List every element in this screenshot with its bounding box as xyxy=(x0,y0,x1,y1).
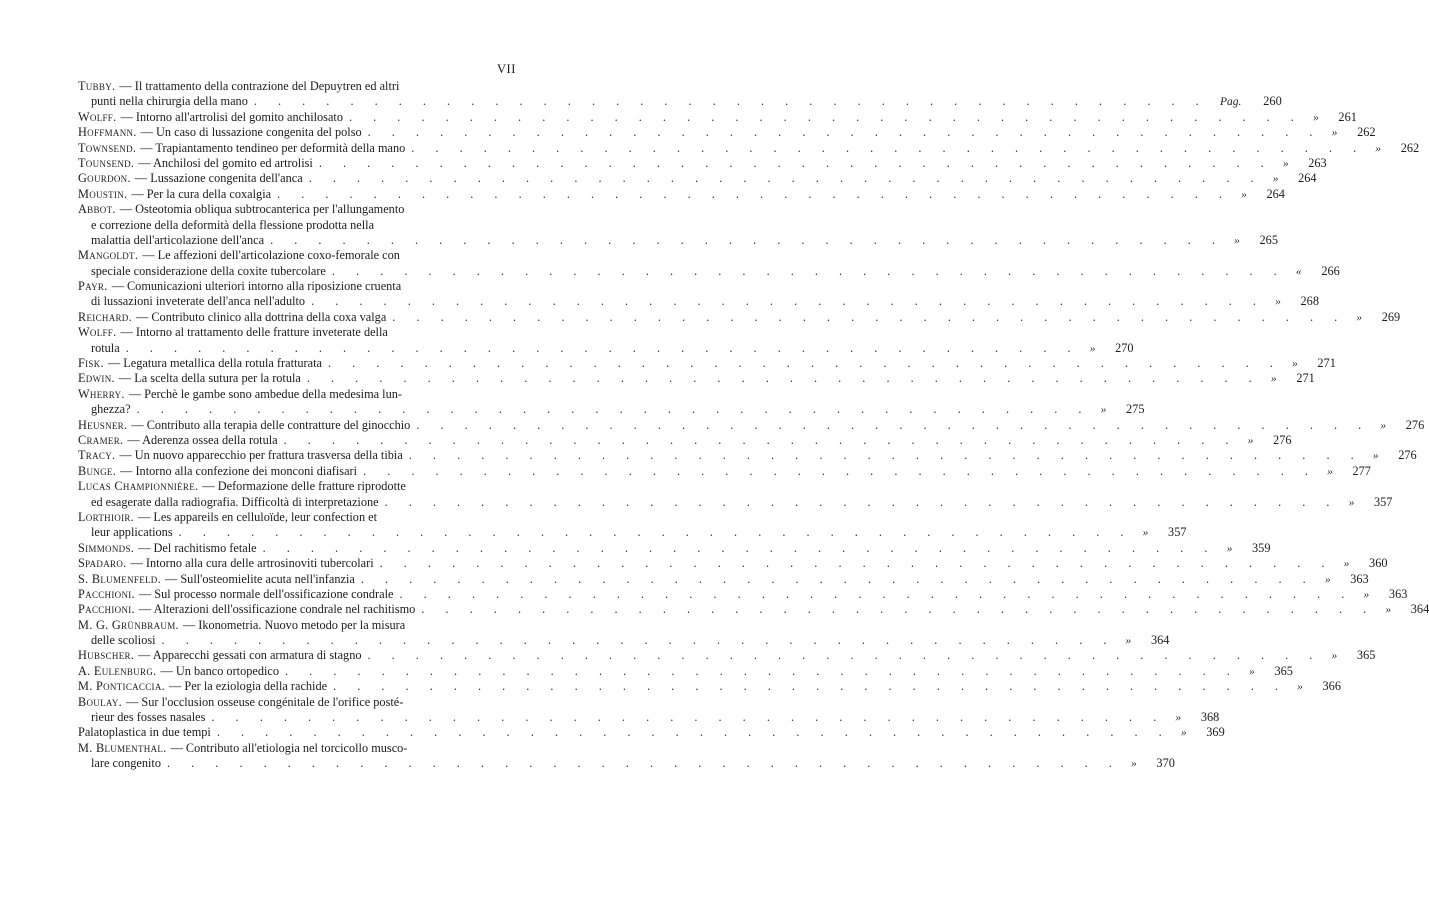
page-marker: » xyxy=(1131,758,1137,771)
leader-dots xyxy=(326,264,1286,279)
toc-entry xyxy=(78,617,1170,649)
toc-entry xyxy=(78,463,1371,479)
page-marker: » xyxy=(1375,142,1382,155)
toc-line xyxy=(78,387,512,402)
toc-entry xyxy=(78,125,1376,140)
entry-author: M. Ponticaccia. xyxy=(78,679,165,694)
entry-page-number: 360 xyxy=(1369,556,1388,571)
entry-page-number: 270 xyxy=(1115,340,1134,355)
entry-title-line: — Ikonometria. Nuovo metodo per la misura xyxy=(182,617,406,632)
toc-line xyxy=(78,741,512,756)
entry-title-line: — Per la cura della coxalgia xyxy=(131,186,272,201)
entry-title-line: rieur des fosses nasales xyxy=(91,710,206,725)
entry-title-line: — Il trattamento della contrazione del Depuytren ed altri xyxy=(119,79,400,93)
page-marker: » xyxy=(1327,465,1333,478)
toc-entry xyxy=(78,602,1429,617)
toc-line xyxy=(78,218,512,233)
toc-line xyxy=(78,618,512,633)
entry-page-number: 277 xyxy=(1352,463,1371,478)
leader-dots xyxy=(379,495,1339,510)
entry-author: M. Blumenthal. xyxy=(78,740,167,755)
toc-line xyxy=(78,79,512,94)
entry-title-line: punti nella chirurgia della mano xyxy=(91,94,248,109)
toc-line xyxy=(78,186,1285,202)
page-marker: » xyxy=(1142,527,1149,540)
entry-title-line: — Aderenza ossea della rotula xyxy=(127,432,278,447)
page-marker: » xyxy=(1291,358,1298,371)
toc-line xyxy=(78,202,512,217)
entry-title-line: — Apparecchi gessati con armatura di stagno xyxy=(138,648,362,663)
page-marker: » xyxy=(1324,573,1331,586)
entry-title-line: — Per la eziologia della rachide xyxy=(169,679,328,694)
entry-page-number: 264 xyxy=(1298,171,1317,186)
toc-line xyxy=(78,248,512,263)
entry-title-line: e correzione della deformità della flessione prodotta nella xyxy=(91,217,375,232)
toc-line xyxy=(78,279,512,294)
page-marker: » xyxy=(1272,173,1279,186)
toc-entry xyxy=(78,279,1319,310)
toc-line xyxy=(78,109,1357,125)
page-marker: » xyxy=(1180,727,1187,740)
entry-page-number: 363 xyxy=(1350,571,1369,586)
entry-author: Townsend. xyxy=(78,140,137,155)
entry-title-line: lare congenito xyxy=(91,756,161,771)
toc-line xyxy=(78,494,1393,510)
entry-title-line: ed esagerate dalla radiografia. Difficoltà di interpretazione xyxy=(91,494,379,509)
entry-title-line: rotula xyxy=(91,340,120,355)
entry-author: A. Eulenburg. xyxy=(78,663,157,678)
leader-dots xyxy=(279,664,1239,679)
page-marker: » xyxy=(1380,419,1387,432)
entry-author: S. Blumenfeld. xyxy=(78,571,161,586)
entry-title-line: — La scelta della sutura per la rotula xyxy=(118,371,301,386)
leader-dots xyxy=(327,679,1287,694)
entry-page-number: 269 xyxy=(1381,309,1401,324)
leader-dots xyxy=(156,633,1116,648)
toc-entry xyxy=(78,171,1317,186)
entry-page-number: 276 xyxy=(1398,448,1417,463)
leader-dots xyxy=(120,341,1080,356)
entry-author: Boulay. xyxy=(78,694,123,709)
page-marker: » xyxy=(1331,650,1338,663)
leader-dots xyxy=(313,156,1273,171)
entry-title-line: malattia dell'articolazione dell'anca xyxy=(91,232,265,247)
entry-page-number: 271 xyxy=(1317,356,1336,371)
entry-page-number: 266 xyxy=(1321,263,1340,278)
toc-entry xyxy=(78,417,1425,433)
entry-page-number: 276 xyxy=(1273,432,1292,447)
toc-entry xyxy=(78,371,1315,386)
page-marker: » xyxy=(1282,157,1289,170)
page-marker: » xyxy=(1234,234,1240,247)
toc-line xyxy=(78,756,1175,771)
leader-dots xyxy=(362,648,1322,663)
entry-author: Hoffmann. xyxy=(78,125,137,140)
entry-page-number: 369 xyxy=(1206,725,1225,740)
entry-page-number: 364 xyxy=(1410,602,1429,617)
leader-dots xyxy=(362,125,1322,140)
leader-dots xyxy=(257,541,1217,556)
table-of-contents xyxy=(78,79,1429,772)
leader-dots xyxy=(211,725,1171,740)
entry-title-line: — Contributo alla terapia delle contratture del ginocchio xyxy=(131,417,411,432)
entry-author: Payr. xyxy=(78,279,108,294)
entry-page-number: 276 xyxy=(1405,417,1425,432)
entry-title-line: — Lussazione congenita dell'anca xyxy=(134,171,303,186)
toc-line xyxy=(78,525,1187,540)
leader-dots xyxy=(271,187,1231,202)
leader-dots xyxy=(374,556,1334,571)
toc-line xyxy=(78,679,1341,694)
toc-entry xyxy=(78,202,1278,248)
page-marker: » xyxy=(1247,434,1254,447)
entry-author: Abbot. xyxy=(78,202,116,217)
leader-dots xyxy=(278,433,1238,448)
toc-line xyxy=(78,356,1336,371)
entry-author: Spadaro. xyxy=(78,556,127,571)
leader-dots xyxy=(386,310,1346,325)
entry-title-line: — Osteotomia obliqua subtrocanterica per l'allungamento xyxy=(119,202,405,217)
entry-author: Hubscher. xyxy=(78,648,135,663)
entry-page-number: 364 xyxy=(1150,633,1170,648)
entry-page-number: 363 xyxy=(1388,586,1408,601)
leader-dots xyxy=(403,448,1363,463)
toc-entry xyxy=(78,432,1292,448)
toc-entry xyxy=(78,109,1357,125)
entry-page-number: 368 xyxy=(1200,710,1220,725)
entry-title-line: — Le affezioni dell'articolazione coxo-femorale con xyxy=(142,248,400,263)
toc-entry xyxy=(78,155,1327,171)
entry-author: Heusner. xyxy=(78,417,128,432)
toc-line xyxy=(78,540,1271,556)
entry-title-line: — Contributo clinico alla dottrina della coxa valga xyxy=(135,309,387,324)
entry-title-line: Palatoplastica in due tempi xyxy=(78,725,211,740)
entry-title-line: — Intorno all'artrolisi del gomito anchilosato xyxy=(120,109,343,124)
entry-title-line: — Legatura metallica della rotula fratturata xyxy=(107,356,322,371)
entry-title-line: ghezza? xyxy=(91,402,131,417)
entry-page-number: 275 xyxy=(1126,402,1145,417)
entry-title-line: — Sull'osteomielite acuta nell'infanzia xyxy=(164,571,355,586)
leader-dots xyxy=(264,233,1224,248)
toc-entry xyxy=(78,140,1420,156)
entry-author: Edwin. xyxy=(78,371,115,386)
toc-line xyxy=(78,417,1425,433)
page-marker: » xyxy=(1100,404,1107,417)
toc-line xyxy=(78,633,1170,648)
leader-dots xyxy=(248,94,1208,109)
toc-line xyxy=(78,432,1292,448)
leader-dots xyxy=(415,602,1375,617)
leader-dots xyxy=(131,402,1091,417)
leader-dots xyxy=(303,171,1263,186)
toc-line xyxy=(78,556,1388,571)
toc-entry xyxy=(78,571,1369,587)
entry-page-number: 263 xyxy=(1308,155,1327,170)
entry-title-line: — Les appareils en celluloïde, leur confection et xyxy=(138,509,378,524)
page-marker: » xyxy=(1343,558,1350,571)
page-marker: » xyxy=(1348,496,1355,509)
toc-entry xyxy=(78,540,1271,556)
entry-title-line: — Intorno al trattamento delle fratture inveterate della xyxy=(120,325,388,340)
entry-title-line: — Intorno alla cura delle artrosinoviti tubercolari xyxy=(130,556,374,571)
entry-title-line: — Sul processo normale dell'ossificazione condrale xyxy=(138,586,394,601)
page-marker: » xyxy=(1363,588,1370,601)
entry-page-number: 260 xyxy=(1263,94,1282,109)
toc-entry xyxy=(78,448,1417,463)
toc-line xyxy=(78,125,1376,140)
toc-entry xyxy=(78,725,1225,740)
toc-line xyxy=(78,94,1282,109)
page-marker: » xyxy=(1241,188,1247,201)
entry-author: Mangoldt. xyxy=(78,248,139,263)
page-marker: « xyxy=(1295,265,1302,278)
toc-line xyxy=(78,263,1340,279)
entry-page-number: 268 xyxy=(1300,294,1319,309)
entry-author: Lucas Championnière. xyxy=(78,479,199,494)
entry-title-line: delle scoliosi xyxy=(91,633,156,648)
entry-page-number: 365 xyxy=(1274,663,1293,678)
entry-title-line: — Intorno alla confezione dei monconi diafisari xyxy=(120,463,358,478)
leader-dots xyxy=(343,110,1303,125)
entry-page-number: 357 xyxy=(1168,525,1187,540)
page-marker: » xyxy=(1331,127,1338,140)
entry-title-line: — Perchè le gambe sono ambedue della medesima lun- xyxy=(128,386,402,401)
entry-author: Reichard. xyxy=(78,309,132,324)
entry-author: Tounsend. xyxy=(78,155,135,170)
leader-dots xyxy=(205,710,1165,725)
entry-author: Pacchioni. xyxy=(78,602,135,617)
page-marker: » xyxy=(1275,296,1281,309)
toc-entry xyxy=(78,586,1408,602)
toc-line xyxy=(78,294,1319,309)
toc-line xyxy=(78,663,1293,679)
entry-author: Wherry. xyxy=(78,386,125,401)
toc-entry xyxy=(78,740,1175,772)
entry-page-number: 262 xyxy=(1357,125,1376,140)
entry-author: M. G. Grünbraum. xyxy=(78,617,179,632)
entry-page-number: 359 xyxy=(1252,540,1271,555)
entry-author: Lorthioir. xyxy=(78,509,135,524)
page-marker: » xyxy=(1226,542,1233,555)
leader-dots xyxy=(410,418,1370,433)
toc-line xyxy=(78,171,1317,186)
page-marker: » xyxy=(1313,111,1319,124)
toc-line xyxy=(78,448,1417,463)
toc-line xyxy=(78,725,1225,740)
entry-author: Simmonds. xyxy=(78,540,135,555)
entry-author: Fisk. xyxy=(78,356,104,371)
entry-author: Tubby. xyxy=(78,79,116,93)
entry-author: Bunge. xyxy=(78,463,117,478)
toc-line xyxy=(78,648,1376,663)
entry-page-number: 370 xyxy=(1156,756,1175,771)
entry-author: Wolff. xyxy=(78,325,117,340)
leader-dots xyxy=(173,525,1133,540)
leader-dots xyxy=(161,756,1121,771)
page-marker: » xyxy=(1270,373,1277,386)
page-marker: » xyxy=(1356,311,1363,324)
toc-line xyxy=(78,463,1371,479)
entry-page-number: 264 xyxy=(1266,186,1285,201)
toc-line xyxy=(78,140,1420,156)
entry-title-line: speciale considerazione della coxite tubercolare xyxy=(91,263,326,278)
entry-page-number: 365 xyxy=(1356,648,1376,663)
entry-title-line: — Un nuovo apparecchio per frattura trasversa della tibia xyxy=(119,448,403,463)
entry-author: Cramer. xyxy=(78,432,124,447)
entry-author: Gourdon. xyxy=(78,171,131,186)
toc-entry xyxy=(78,356,1336,371)
entry-title-line: — Un banco ortopedico xyxy=(160,663,280,678)
toc-line xyxy=(78,695,512,710)
toc-line xyxy=(78,371,1315,386)
toc-entry xyxy=(78,509,1187,541)
toc-line xyxy=(78,586,1408,602)
entry-title-line: — Alterazioni dell'ossificazione condrale nel rachitismo xyxy=(138,602,416,617)
entry-author: Moustin. xyxy=(78,186,128,201)
toc-line xyxy=(78,155,1327,171)
leader-dots xyxy=(322,356,1282,371)
toc-line xyxy=(78,479,512,494)
entry-page-number: 366 xyxy=(1322,679,1341,694)
toc-line xyxy=(78,571,1369,587)
leader-dots xyxy=(305,294,1265,309)
page-marker: » xyxy=(1297,681,1303,694)
entry-title-line: leur applications xyxy=(91,525,173,540)
toc-entry xyxy=(78,325,1134,356)
toc-entry xyxy=(78,386,1145,418)
toc-entry xyxy=(78,679,1341,694)
entry-page-number: 357 xyxy=(1374,494,1393,509)
leader-dots xyxy=(394,587,1354,602)
toc-entry xyxy=(78,556,1388,571)
entry-title-line: — Comunicazioni ulteriori intorno alla riposizione cruenta xyxy=(111,279,402,294)
entry-page-number: 265 xyxy=(1259,232,1278,247)
toc-line xyxy=(78,710,1220,725)
toc-entry xyxy=(78,663,1293,679)
entry-title-line: — Anchilosi del gomito ed artrolisi xyxy=(138,155,313,170)
entry-title-line: — Deformazione delle fratture riprodotte xyxy=(202,479,406,494)
entry-author: Wolff. xyxy=(78,109,117,124)
page-marker: » xyxy=(1249,665,1255,678)
toc-line xyxy=(78,402,1145,417)
entry-title-line: — Trapiantamento tendineo per deformità della mano xyxy=(140,140,406,155)
page-marker: » xyxy=(1089,342,1096,355)
page-marker: » xyxy=(1385,604,1392,617)
toc-entry xyxy=(78,648,1376,663)
entry-author: Tracy. xyxy=(78,448,116,463)
toc-entry xyxy=(78,248,1340,279)
leader-dots xyxy=(301,371,1261,386)
toc-entry xyxy=(78,79,1282,110)
toc-line xyxy=(78,340,1134,356)
entry-title-line: di lussazioni inveterate dell'anca nell'adulto xyxy=(91,294,306,309)
entry-page-number: 261 xyxy=(1338,109,1357,124)
entry-title-line: — Contributo all'etiologia nel torcicollo musco- xyxy=(170,740,408,755)
leader-dots xyxy=(357,464,1317,479)
leader-dots xyxy=(405,141,1365,156)
entry-title-line: — Un caso di lussazione congenita del polso xyxy=(140,125,362,140)
toc-line xyxy=(78,602,1429,617)
entry-title-line: — Sur l'occlusion osseuse congénitale de l'orifice posté- xyxy=(126,694,404,709)
leader-dots xyxy=(355,572,1315,587)
toc-line xyxy=(78,325,512,340)
page-marker: » xyxy=(1175,712,1182,725)
page-marker: » xyxy=(1372,450,1379,463)
toc-entry xyxy=(78,694,1220,726)
entry-author: Pacchioni. xyxy=(78,586,135,601)
page-marker: » xyxy=(1125,635,1132,648)
toc-entry xyxy=(78,309,1401,325)
page-number: VII xyxy=(497,62,516,76)
entry-page-number: 271 xyxy=(1296,371,1315,386)
toc-entry xyxy=(78,479,1393,510)
entry-page-number: 262 xyxy=(1400,140,1420,155)
toc-line xyxy=(78,232,1278,248)
toc-entry xyxy=(78,186,1285,202)
entry-title-line: — Del rachitismo fetale xyxy=(138,540,257,555)
toc-line xyxy=(78,510,512,525)
page-marker: Pag. xyxy=(1220,96,1242,109)
toc-line xyxy=(78,309,1401,325)
